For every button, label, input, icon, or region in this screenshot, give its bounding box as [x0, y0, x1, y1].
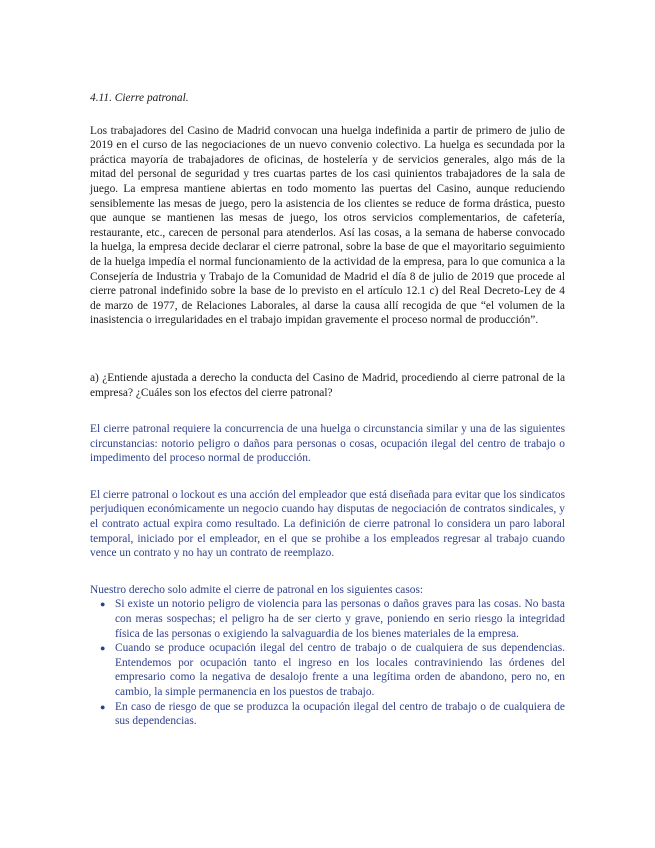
answer-paragraph-1: El cierre patronal requiere la concurrencia de una huelga o circunstancia similar y una de las siguientes circunstancias: notorio peligro o daños para personas o cosas, ocupación ilegal del centro de trabajo o impedimento del proceso normal de producción.: [90, 423, 565, 465]
list-item: [90, 641, 565, 699]
list-item: [90, 700, 565, 729]
list-item-text: Si existe un notorio peligro de violencia para las personas o daños graves para las cosas. No basta con meras sospechas; el peligro ha de ser cierto y grave, poniendo en serio riesgo la integridad física de las personas o exigiendo la salvaguardia de los bienes materiales de la empresa.: [115, 598, 565, 640]
lockout-cases-intro: Nuestro derecho solo admite el cierre de patronal en los siguientes casos:: [90, 583, 424, 596]
list-item-text: En caso de riesgo de que se produzca la ocupación ilegal del centro de trabajo o de cualquiera de sus dependencias.: [115, 700, 565, 728]
list-item: [90, 597, 565, 641]
lockout-cases-list: [90, 597, 565, 728]
question-a: a) ¿Entiende ajustada a derecho la conducta del Casino de Madrid, procediendo al cierre patronal de la empresa? ¿Cuáles son los efectos del cierre patronal?: [90, 371, 565, 399]
answer-paragraph-2: El cierre patronal o lockout es una acción del empleador que está diseñada para evitar que los sindicatos perjudiquen económicamente un negocio cuando hay disputas de negociación de contratos sindicales, y el contrato actual expira como resultado. La definición de cierre patronal lo considera un paro laboral temporal, iniciado por el empleador, en el que se prohibe a los empleados regresar al trabajo cuando vence un contrato y no hay un contrato de reemplazo.: [90, 488, 565, 560]
section-heading: 4.11. Cierre patronal.: [90, 92, 189, 104]
document-page: [90, 91, 565, 729]
list-item-text: Cuando se produce ocupación ilegal del centro de trabajo o de cualquiera de sus dependencias. Entendemos por ocupación tanto el ingreso en los locales contraviniendo las órdenes del empresario como la negativa de desalojo frente a una legítima orden de abandono, pero no, en cambio, la simple permanencia en los puestos de trabajo.: [115, 642, 565, 698]
bullet-icon: ●: [100, 599, 106, 610]
bullet-icon: ●: [100, 701, 106, 712]
case-statement: Los trabajadores del Casino de Madrid convocan una huelga indefinida a partir de primero de julio de 2019 en el curso de las negociaciones de un nuevo convenio colectivo. La huelga es secundada por la práctica mayoría de trabajadores de oficinas, de hostelería y de servicios generales, algo más de la mitad del personal de seguridad y tres cuartas partes de los casi quinientos trabajadores de la sala de juego. La empresa mantiene abiertas en todo momento las puertas del Casino, aunque reduciendo sensiblemente las mesas de juego, pero la asistencia de los clientes se reduce de forma drástica, puesto que aunque se mantienen las mesas de juego, los otros servicios complementarios, de cafetería, restaurante, etc., carecen de personal para atenderlos. Así las cosas, a la semana de haberse convocado la huelga, la empresa decide declarar el cierre patronal, sobre la base de que el mayoritario seguimiento de la huelga impedía el normal funcionamiento de la actividad de la empresa, para lo que comunica a la Consejería de Industria y Trabajo de la Comunidad de Madrid el día 8 de julio de 2019 que procede al cierre patronal indefinido sobre la base de lo previsto en el artículo 12.1 c) del Real Decreto-Ley de 4 de marzo de 1977, de Relaciones Laborales, al darse la causa allí recogida de que “el volumen de la inasistencia o irregularidades en el trabajo impidan gravemente el proceso normal de producción”.: [90, 124, 565, 327]
bullet-icon: ●: [100, 643, 106, 654]
